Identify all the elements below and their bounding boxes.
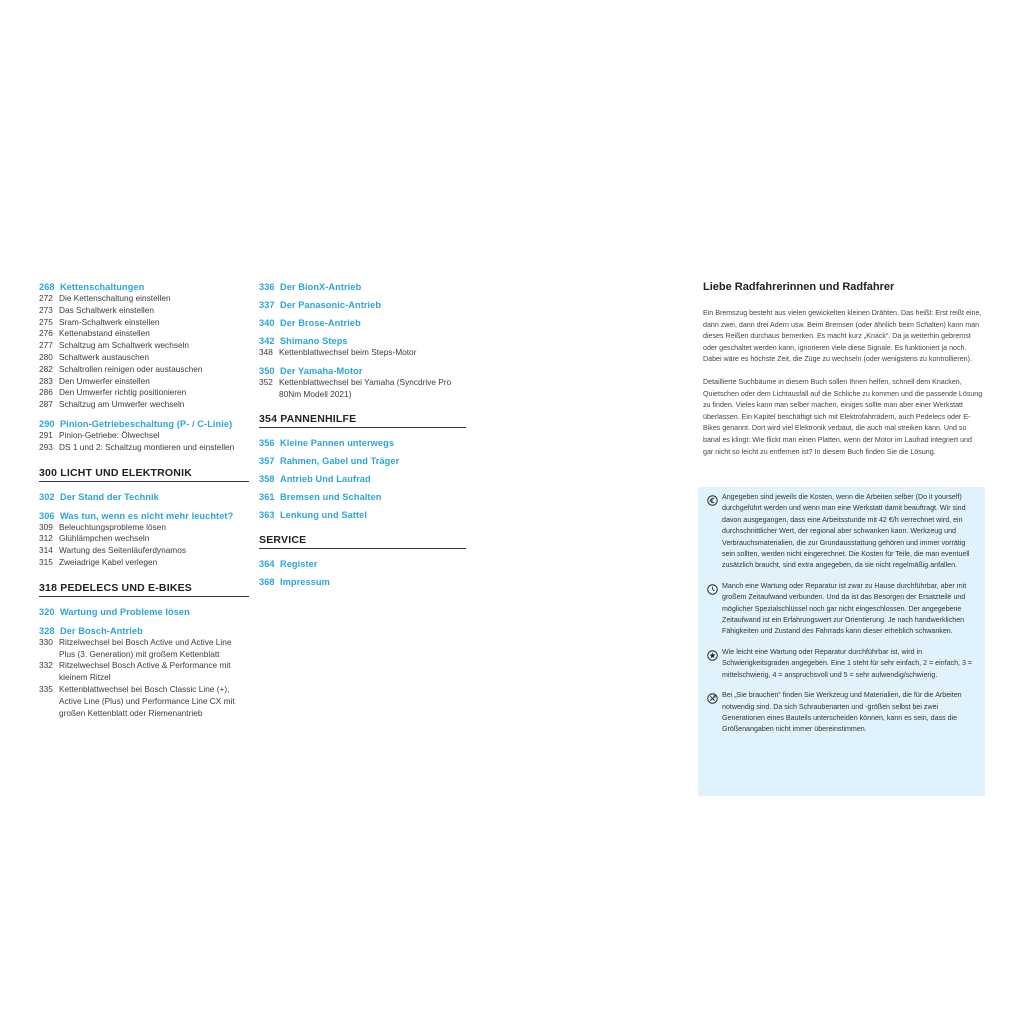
toc-entries-service [259,558,466,588]
toc-entry-heading [39,281,249,293]
toc-subentry [39,684,249,719]
toc-entry-heading [259,281,466,293]
toc-subentry-number: 287 [39,399,53,410]
toc-subentry [39,399,249,411]
toc-subentry [39,660,249,684]
toc-entry-number: 320 [39,606,55,617]
toc-subentry-title: Sram-Schaltwerk einstellen [59,316,160,327]
toc-entry-heading [259,576,466,588]
euro-icon [707,493,718,504]
toc-entry-number: 336 [259,282,275,292]
toc-entry-title: Bremsen und Schalten [279,492,382,503]
toc-entry [39,606,249,618]
toc-subentry-number: 293 [39,441,53,452]
toc-entry [259,576,466,588]
toc-subentry [39,305,249,317]
chapter-heading-licht: 300 LICHT UND ELEKTRONIK [39,467,249,482]
toc-subentry [39,637,249,661]
toc-entry-number: 302 [39,491,55,502]
toc-entry [259,558,466,570]
toc-subentry-number: 309 [39,521,53,532]
infobox-text: Manch eine Wartung oder Reparatur ist zwar zu Hause durchführbar, aber mit großem Zeitaufwand verbunden. Und da ist das Besorgen der Ersatzteile und möglicher Spezialschlüssel noch gar nicht eingeschlossen. Der angegebene Zeitaufwand ist ein Erfahrungswert zur Orientierung. Je nach handwerklichen Fähigkeiten und Zustand des Fahrrads kann dieser erheblich schwanken. [722,581,967,636]
toc-entry-title: Pinion-Getriebeschaltung (P- / C-Linie) [59,418,233,429]
toc-subentry-number: 286 [39,387,53,398]
infobox-item [707,647,977,681]
toc-subentry-title: Die Kettenschaltung einstellen [59,293,171,303]
toc-subentry [39,545,249,557]
legend-infobox [698,487,985,796]
toc-entry-number: 361 [259,492,275,503]
toc-entry-heading [259,437,466,449]
toc-subentry-number: 348 [259,347,273,357]
toc-entries-licht [39,491,249,569]
toc-entry [39,281,249,411]
toc-column-1 [39,281,249,726]
toc-entry-number: 368 [259,577,275,588]
toc-entry-title: Der Panasonic-Antrieb [279,300,382,310]
toc-subentry-title: Den Umwerfer einstellen [59,375,150,386]
toc-subentry [39,533,249,545]
toc-entry-title: Lenkung und Sattel [279,510,367,521]
toc-subentry-title: Das Schaltwerk einstellen [59,304,154,315]
toc-subentry [39,364,249,376]
toc-entry-title: Shimano Steps [279,336,348,346]
toc-entry [259,455,466,467]
toc-subentry-title: Schaltwerk austauschen [59,351,149,362]
toc-entry [259,281,466,293]
toc-entry-number: 357 [259,456,275,467]
toc-subentry [39,328,249,340]
toc-entries-antriebe [259,281,466,400]
toc-entry [39,418,249,454]
toc-entry-number: 356 [259,438,275,449]
toc-entry-title: Was tun, wenn es nicht mehr leuchtet? [59,510,234,521]
toc-entry-heading [259,299,466,311]
toc-entry-heading [259,491,466,503]
toc-entry-heading [39,491,249,503]
intro-section [703,281,984,469]
toc-entry-number: 350 [259,365,275,376]
toc-subentry-number: 275 [39,316,53,327]
toc-entry-heading [259,509,466,521]
toc-entry-heading [259,317,466,329]
toc-entry-number: 358 [259,474,275,485]
toc-entry-number: 337 [259,300,275,310]
toc-entry [39,625,249,720]
toc-entry-heading [39,625,249,637]
tools-icon [707,691,718,702]
toc-subentry [39,376,249,388]
infobox-text: Angegeben sind jeweils die Kosten, wenn die Arbeiten selber (Do it yourself) durchgeführt werden und wenn man eine Werkstatt damit beauftragt. Wir sind davon ausgegangen, dass eine Arbeitsstunde mit 42 €/h verrechnet wird, ein durchschnittlicher Wert, der regional aber schwanken kann. Werkzeug und Verbrauchsmaterialien, die zur Grundausstattung gehören und immer vorrätig sein sollten, werden nicht eingerechnet. Die Kosten für Teile, die man eventuell zusätzlich braucht, sind extra angegeben, da sie nicht regelmäßig anfallen. [722,493,970,570]
toc-entries [39,281,249,454]
chapter-heading-pedelecs: 318 PEDELECS UND E-BIKES [39,582,249,597]
toc-subentry-number: 276 [39,328,53,339]
toc-subentry [39,430,249,442]
toc-entry-heading [259,558,466,570]
toc-entry [39,510,249,569]
toc-entry-title: Der Yamaha-Motor [279,365,363,376]
toc-entry-title: Rahmen, Gabel und Träger [279,456,400,467]
infobox-item [707,581,977,638]
toc-entry [259,299,466,311]
toc-subentry-title: Ritzelwechsel Bosch Active & Performance mit kleinem Ritzel [59,660,231,683]
toc-entry-heading [259,455,466,467]
toc-entry [259,473,466,485]
toc-entry-number: 290 [39,418,55,429]
toc-entry-title: Der BionX-Antrieb [279,282,362,292]
toc-subentry-title: Den Umwerfer richtig positionieren [59,387,187,398]
toc-entry [259,437,466,449]
chapter-heading-pannenhilfe: 354 PANNENHILFE [259,413,466,428]
intro-paragraph: Detaillierte Suchbäume in diesem Buch sollen Ihnen helfen, schnell dem Knacken, Quietschen oder dem Lichtausfall auf die Schliche zu kommen und die passende Lösung zu finden. Vieles kann man selber machen, einiges sollte man aber einer Werkstatt überlassen. Ein Kapitel beschäftigt sich mit Elektrofahrrädern, auch Pedelecs oder E-Bikes genannt. Dort wird viel Elektronik verbaut, die auch mal streiken kann. Und so banal es klingt: Wie flickt man einen Platten, wenn der Motor im Laufrad integriert und gar nicht so leicht zu entfernen ist? In diesem Buch finden Sie die Lösung. [703,377,983,456]
toc-subentry-number: 273 [39,304,53,315]
toc-subentry-title: Schaltzug am Umwerfer wechseln [59,399,185,410]
toc-entry-title: Der Stand der Technik [59,491,159,502]
infobox-text: Wie leicht eine Wartung oder Reparatur durchführbar ist, wird in Schwierigkeitsgraden angegeben. Eine 1 steht für sehr einfach, 2 = einfach, 3 = mittelschwierig, 4 = anspruchsvoll und 5 = sehr aufwendig/schwierig. [722,647,973,679]
toc-subentry-number: 282 [39,363,53,374]
toc-entry-title: Wartung und Probleme lösen [59,606,190,617]
toc-entry-title: Register [279,559,318,570]
toc-subentry-title: Pinion-Getriebe: Ölwechsel [59,429,160,440]
toc-entries-pedelecs [39,606,249,720]
star-icon [707,648,718,659]
toc-entry-number: 364 [259,559,275,570]
toc-subentry-number: 272 [39,293,53,303]
toc-subentry [259,377,466,401]
toc-entry [259,365,466,401]
toc-subentry-title: Kettenblattwechsel beim Steps-Motor [279,347,417,357]
toc-entry-title: Antrieb Und Laufrad [279,474,371,485]
toc-subentry-title: Wartung des Seitenläuferdynamos [59,545,186,556]
toc-subentry-number: 315 [39,556,53,567]
toc-entry [259,491,466,503]
toc-subentry-title: Beleuchtungsprobleme lösen [59,521,167,532]
toc-entry-number: 306 [39,510,55,521]
toc-subentry-title: Glühlämpchen wechseln [59,533,150,544]
toc-entry-heading [259,365,466,377]
toc-entry-number: 363 [259,510,275,521]
toc-subentry-title: Kettenblattwechsel bei Yamaha (Syncdrive Pro 80Nm Modell 2021) [279,376,452,399]
toc-entry-heading [39,418,249,430]
toc-subentry-title: Ritzelwechsel bei Bosch Active und Active Line Plus (3. Generation) mit großem Kettenblatt [59,636,232,659]
toc-entry-heading [39,510,249,522]
toc-subentry-title: Schaltrollen reinigen oder austauschen [59,363,203,374]
toc-subentry [39,442,249,454]
toc-subentry [39,293,249,305]
toc-subentry-number: 312 [39,533,53,544]
toc-subentry-number: 330 [39,636,53,647]
toc-entry-number: 340 [259,318,275,328]
toc-subentry-title: Zweiadrige Kabel verlegen [59,556,158,567]
toc-subentry-number: 291 [39,429,53,440]
toc-subentry [39,387,249,399]
toc-subentry-number: 314 [39,545,53,556]
toc-entry-heading [259,335,466,347]
toc-entry-title: Der Brose-Antrieb [279,318,361,328]
toc-subentry-number: 277 [39,340,53,351]
toc-subentry [39,340,249,352]
toc-subentry-title: DS 1 und 2: Schaltzug montieren und einstellen [59,441,235,452]
clock-icon [707,582,718,593]
toc-subentry-number: 283 [39,375,53,386]
toc-subentry [39,317,249,329]
toc-entry-title: Der Bosch-Antrieb [59,625,143,636]
toc-subentry-number: 332 [39,660,53,671]
toc-subentry [39,352,249,364]
toc-subentry [39,522,249,534]
toc-column-2 [259,281,466,594]
infobox-item [707,690,977,736]
toc-subentry-title: Schaltzug am Schaltwerk wechseln [59,340,190,351]
intro-paragraph: Ein Bremszug besteht aus vielen gewickelten kleinen Drähten. Das heißt: Erst reißt eine, dann zwei, dann drei Adern usw. Beim Bremsen (oder ähnlich beim Schalten) kann man dieses Reißen durchaus bemerken. Es macht kurz „Knack“. Da ja weiterhin gebremst oder geschaltet werden kann, ignorieren viele diese Signale. Es funktioniert ja noch. Dabei wäre es höchste Zeit, die Züge zu wechseln (oder wenigstens zu kontrollieren). [703,309,982,364]
toc-entry-number: 342 [259,336,275,346]
toc-entry [259,335,466,359]
toc-entry-title: Kettenschaltungen [59,282,145,292]
toc-entry [259,317,466,329]
toc-entry-number: 268 [39,282,55,292]
intro-title: Liebe Radfahrerinnen und Radfahrer [703,281,895,293]
toc-entry-number: 328 [39,625,55,636]
toc-entry-title: Kleine Pannen unterwegs [279,438,395,449]
toc-subentry-title: Kettenabstand einstellen [59,328,150,339]
infobox-text: Bei „Sie brauchen“ finden Sie Werkzeug und Materialien, die für die Arbeiten notwendig sind. Da sich Schraubenarten und -größen selbst bei zwei Generationen eines Bauteils unterscheiden können, kann es sein, dass die Größenangaben nicht immer übereinstimmen. [722,691,962,734]
toc-entry [259,509,466,521]
toc-subentry [39,557,249,569]
toc-subentry-number: 280 [39,351,53,362]
toc-entry [39,491,249,503]
toc-subentry [259,347,466,359]
toc-subentry-title: Kettenblattwechsel bei Bosch Classic Line (+), Active Line (Plus) und Performance Line CX mit großen Kettenblatt oder Riemenantrieb [59,683,235,718]
infobox-item [707,492,977,572]
toc-entries-pannenhilfe [259,437,466,521]
chapter-heading-service: SERVICE [259,534,466,549]
toc-subentry-number: 335 [39,683,53,694]
toc-entry-title: Impressum [279,577,330,588]
toc-entry-heading [39,606,249,618]
toc-entry-heading [259,473,466,485]
toc-subentry-number: 352 [259,376,273,387]
